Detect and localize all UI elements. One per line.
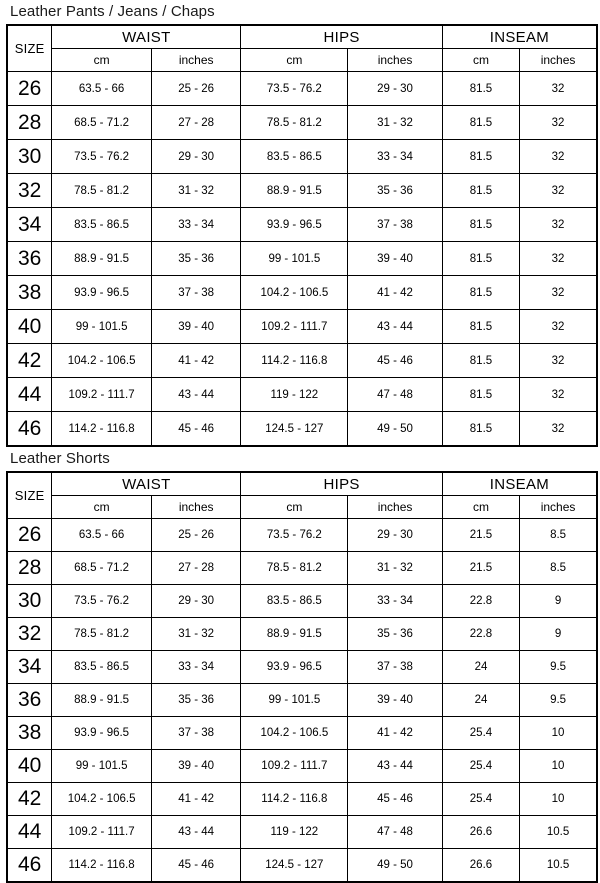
table-row (7, 717, 597, 750)
pants-group-header-row (7, 25, 597, 49)
row-hips-inches: 45 - 46 (348, 783, 443, 816)
pants-table-body (7, 72, 597, 447)
row-hips-cm: 88.9 - 91.5 (241, 174, 348, 208)
shorts-unit-inseam-inches: inches (520, 496, 597, 519)
row-waist-cm: 83.5 - 86.5 (52, 651, 152, 684)
row-inseam-cm: 81.5 (442, 378, 519, 412)
row-hips-inches: 49 - 50 (348, 412, 443, 447)
table-row (7, 174, 597, 208)
row-size: 44 (7, 816, 52, 849)
row-size: 34 (7, 651, 52, 684)
table-row (7, 276, 597, 310)
row-waist-cm: 68.5 - 71.2 (52, 106, 152, 140)
row-waist-inches: 37 - 38 (151, 276, 241, 310)
table-row (7, 783, 597, 816)
row-waist-inches: 43 - 44 (151, 816, 241, 849)
row-waist-cm: 63.5 - 66 (52, 72, 152, 106)
row-hips-inches: 33 - 34 (348, 585, 443, 618)
row-inseam-inches: 32 (520, 208, 597, 242)
row-hips-cm: 104.2 - 106.5 (241, 717, 348, 750)
row-inseam-cm: 25.4 (442, 750, 519, 783)
row-hips-cm: 99 - 101.5 (241, 684, 348, 717)
pants-header-hips: HIPS (241, 25, 442, 49)
row-waist-inches: 41 - 42 (151, 783, 241, 816)
row-inseam-inches: 10 (520, 750, 597, 783)
row-waist-inches: 25 - 26 (151, 72, 241, 106)
row-waist-inches: 39 - 40 (151, 750, 241, 783)
pants-unit-header-row (7, 49, 597, 72)
row-hips-inches: 43 - 44 (348, 310, 443, 344)
row-size: 30 (7, 585, 52, 618)
row-inseam-inches: 10.5 (520, 816, 597, 849)
shorts-table-wrapper (4, 471, 596, 883)
table-row (7, 618, 597, 651)
row-hips-cm: 124.5 - 127 (241, 849, 348, 883)
row-hips-cm: 124.5 - 127 (241, 412, 348, 447)
row-waist-inches: 45 - 46 (151, 849, 241, 883)
row-waist-inches: 33 - 34 (151, 651, 241, 684)
row-hips-inches: 45 - 46 (348, 344, 443, 378)
row-hips-inches: 29 - 30 (348, 519, 443, 552)
row-inseam-cm: 81.5 (442, 412, 519, 447)
row-size: 40 (7, 750, 52, 783)
table-row (7, 552, 597, 585)
row-waist-inches: 33 - 34 (151, 208, 241, 242)
row-hips-cm: 78.5 - 81.2 (241, 106, 348, 140)
row-inseam-cm: 81.5 (442, 106, 519, 140)
row-hips-cm: 93.9 - 96.5 (241, 208, 348, 242)
row-size: 26 (7, 519, 52, 552)
row-hips-inches: 37 - 38 (348, 208, 443, 242)
row-hips-cm: 109.2 - 111.7 (241, 750, 348, 783)
row-hips-inches: 43 - 44 (348, 750, 443, 783)
table-row (7, 242, 597, 276)
row-size: 36 (7, 684, 52, 717)
row-size: 44 (7, 378, 52, 412)
pants-unit-hips-inches: inches (348, 49, 443, 72)
row-waist-inches: 27 - 28 (151, 552, 241, 585)
row-size: 42 (7, 783, 52, 816)
shorts-unit-waist-inches: inches (151, 496, 241, 519)
row-inseam-cm: 26.6 (442, 849, 519, 883)
row-inseam-inches: 32 (520, 174, 597, 208)
row-hips-cm: 83.5 - 86.5 (241, 140, 348, 174)
shorts-table-body (7, 519, 597, 883)
row-hips-cm: 119 - 122 (241, 816, 348, 849)
table-row (7, 72, 597, 106)
row-inseam-inches: 9.5 (520, 651, 597, 684)
row-waist-cm: 93.9 - 96.5 (52, 276, 152, 310)
shorts-size-table (6, 471, 598, 883)
row-waist-inches: 27 - 28 (151, 106, 241, 140)
row-hips-inches: 49 - 50 (348, 849, 443, 883)
table-row (7, 684, 597, 717)
row-hips-inches: 31 - 32 (348, 552, 443, 585)
row-inseam-cm: 81.5 (442, 344, 519, 378)
row-inseam-inches: 32 (520, 344, 597, 378)
row-waist-cm: 99 - 101.5 (52, 310, 152, 344)
shorts-header-hips: HIPS (241, 472, 442, 496)
shorts-unit-header-row (7, 496, 597, 519)
row-hips-cm: 93.9 - 96.5 (241, 651, 348, 684)
row-hips-cm: 78.5 - 81.2 (241, 552, 348, 585)
row-waist-inches: 31 - 32 (151, 174, 241, 208)
row-inseam-inches: 32 (520, 412, 597, 447)
row-waist-cm: 99 - 101.5 (52, 750, 152, 783)
pants-table-head (7, 25, 597, 72)
row-inseam-inches: 32 (520, 310, 597, 344)
row-hips-inches: 31 - 32 (348, 106, 443, 140)
pants-unit-inseam-cm: cm (442, 49, 519, 72)
row-waist-cm: 114.2 - 116.8 (52, 849, 152, 883)
row-inseam-inches: 8.5 (520, 552, 597, 585)
table-row (7, 378, 597, 412)
row-waist-cm: 104.2 - 106.5 (52, 344, 152, 378)
row-waist-cm: 88.9 - 91.5 (52, 242, 152, 276)
row-waist-cm: 63.5 - 66 (52, 519, 152, 552)
row-inseam-inches: 32 (520, 378, 597, 412)
row-hips-cm: 114.2 - 116.8 (241, 783, 348, 816)
row-inseam-inches: 8.5 (520, 519, 597, 552)
row-size: 46 (7, 849, 52, 883)
row-inseam-cm: 81.5 (442, 276, 519, 310)
row-hips-cm: 114.2 - 116.8 (241, 344, 348, 378)
row-waist-cm: 109.2 - 111.7 (52, 816, 152, 849)
row-hips-inches: 35 - 36 (348, 174, 443, 208)
row-waist-inches: 31 - 32 (151, 618, 241, 651)
pants-unit-hips-cm: cm (241, 49, 348, 72)
row-waist-cm: 73.5 - 76.2 (52, 140, 152, 174)
shorts-table-head (7, 472, 597, 519)
row-inseam-cm: 24 (442, 684, 519, 717)
row-waist-inches: 25 - 26 (151, 519, 241, 552)
row-waist-cm: 114.2 - 116.8 (52, 412, 152, 447)
row-waist-cm: 109.2 - 111.7 (52, 378, 152, 412)
row-hips-cm: 88.9 - 91.5 (241, 618, 348, 651)
row-inseam-inches: 32 (520, 72, 597, 106)
row-size: 46 (7, 412, 52, 447)
row-inseam-inches: 32 (520, 276, 597, 310)
row-inseam-inches: 9.5 (520, 684, 597, 717)
pants-size-table (6, 24, 598, 447)
row-inseam-cm: 81.5 (442, 310, 519, 344)
pants-unit-inseam-inches: inches (520, 49, 597, 72)
row-hips-inches: 47 - 48 (348, 816, 443, 849)
row-waist-inches: 29 - 30 (151, 140, 241, 174)
table-row (7, 651, 597, 684)
row-inseam-inches: 10 (520, 783, 597, 816)
row-size: 42 (7, 344, 52, 378)
row-hips-inches: 37 - 38 (348, 651, 443, 684)
pants-header-size: SIZE (7, 25, 52, 72)
table-row (7, 750, 597, 783)
row-inseam-cm: 22.8 (442, 585, 519, 618)
shorts-unit-inseam-cm: cm (442, 496, 519, 519)
table-row (7, 310, 597, 344)
row-waist-inches: 41 - 42 (151, 344, 241, 378)
row-inseam-cm: 26.6 (442, 816, 519, 849)
table-row (7, 412, 597, 447)
row-hips-inches: 47 - 48 (348, 378, 443, 412)
shorts-unit-waist-cm: cm (52, 496, 152, 519)
row-waist-cm: 73.5 - 76.2 (52, 585, 152, 618)
table-row (7, 519, 597, 552)
row-size: 36 (7, 242, 52, 276)
row-waist-cm: 78.5 - 81.2 (52, 174, 152, 208)
row-inseam-cm: 25.4 (442, 783, 519, 816)
pants-header-waist: WAIST (52, 25, 241, 49)
row-size: 30 (7, 140, 52, 174)
row-inseam-inches: 10.5 (520, 849, 597, 883)
shorts-header-waist: WAIST (52, 472, 241, 496)
row-hips-cm: 73.5 - 76.2 (241, 519, 348, 552)
row-hips-inches: 39 - 40 (348, 684, 443, 717)
row-hips-inches: 41 - 42 (348, 717, 443, 750)
row-inseam-cm: 24 (442, 651, 519, 684)
row-inseam-cm: 81.5 (442, 140, 519, 174)
row-inseam-inches: 32 (520, 140, 597, 174)
row-hips-cm: 73.5 - 76.2 (241, 72, 348, 106)
pants-unit-waist-inches: inches (151, 49, 241, 72)
row-size: 28 (7, 552, 52, 585)
row-size: 38 (7, 717, 52, 750)
shorts-group-header-row (7, 472, 597, 496)
row-waist-cm: 93.9 - 96.5 (52, 717, 152, 750)
row-size: 32 (7, 174, 52, 208)
row-waist-inches: 29 - 30 (151, 585, 241, 618)
row-inseam-cm: 22.8 (442, 618, 519, 651)
row-waist-inches: 35 - 36 (151, 242, 241, 276)
shorts-unit-hips-cm: cm (241, 496, 348, 519)
shorts-unit-hips-inches: inches (348, 496, 443, 519)
row-size: 34 (7, 208, 52, 242)
table-row (7, 585, 597, 618)
row-size: 26 (7, 72, 52, 106)
row-hips-inches: 41 - 42 (348, 276, 443, 310)
pants-unit-waist-cm: cm (52, 49, 152, 72)
table-row (7, 140, 597, 174)
row-inseam-cm: 81.5 (442, 174, 519, 208)
row-hips-cm: 99 - 101.5 (241, 242, 348, 276)
row-waist-cm: 83.5 - 86.5 (52, 208, 152, 242)
row-hips-cm: 119 - 122 (241, 378, 348, 412)
row-size: 28 (7, 106, 52, 140)
row-inseam-inches: 32 (520, 106, 597, 140)
row-inseam-inches: 9 (520, 585, 597, 618)
table-row (7, 208, 597, 242)
row-inseam-cm: 81.5 (442, 72, 519, 106)
row-waist-inches: 39 - 40 (151, 310, 241, 344)
section-title-pants: Leather Pants / Jeans / Chaps (10, 3, 215, 20)
table-row (7, 106, 597, 140)
row-waist-cm: 68.5 - 71.2 (52, 552, 152, 585)
row-waist-inches: 37 - 38 (151, 717, 241, 750)
section-title-shorts: Leather Shorts (10, 450, 110, 467)
shorts-header-inseam: INSEAM (442, 472, 597, 496)
row-inseam-inches: 10 (520, 717, 597, 750)
row-hips-inches: 39 - 40 (348, 242, 443, 276)
row-hips-inches: 33 - 34 (348, 140, 443, 174)
row-hips-cm: 104.2 - 106.5 (241, 276, 348, 310)
table-row (7, 344, 597, 378)
row-inseam-cm: 81.5 (442, 208, 519, 242)
row-waist-inches: 45 - 46 (151, 412, 241, 447)
row-waist-cm: 104.2 - 106.5 (52, 783, 152, 816)
row-waist-inches: 43 - 44 (151, 378, 241, 412)
table-row (7, 849, 597, 883)
row-inseam-cm: 21.5 (442, 519, 519, 552)
row-hips-inches: 29 - 30 (348, 72, 443, 106)
row-size: 40 (7, 310, 52, 344)
row-size: 32 (7, 618, 52, 651)
row-hips-cm: 109.2 - 111.7 (241, 310, 348, 344)
row-inseam-cm: 21.5 (442, 552, 519, 585)
row-waist-cm: 78.5 - 81.2 (52, 618, 152, 651)
pants-header-inseam: INSEAM (442, 25, 597, 49)
row-inseam-cm: 81.5 (442, 242, 519, 276)
shorts-header-size: SIZE (7, 472, 52, 519)
row-hips-inches: 35 - 36 (348, 618, 443, 651)
row-waist-cm: 88.9 - 91.5 (52, 684, 152, 717)
pants-table-wrapper (4, 24, 596, 447)
row-size: 38 (7, 276, 52, 310)
row-hips-cm: 83.5 - 86.5 (241, 585, 348, 618)
row-inseam-inches: 9 (520, 618, 597, 651)
row-inseam-cm: 25.4 (442, 717, 519, 750)
table-row (7, 816, 597, 849)
row-waist-inches: 35 - 36 (151, 684, 241, 717)
row-inseam-inches: 32 (520, 242, 597, 276)
